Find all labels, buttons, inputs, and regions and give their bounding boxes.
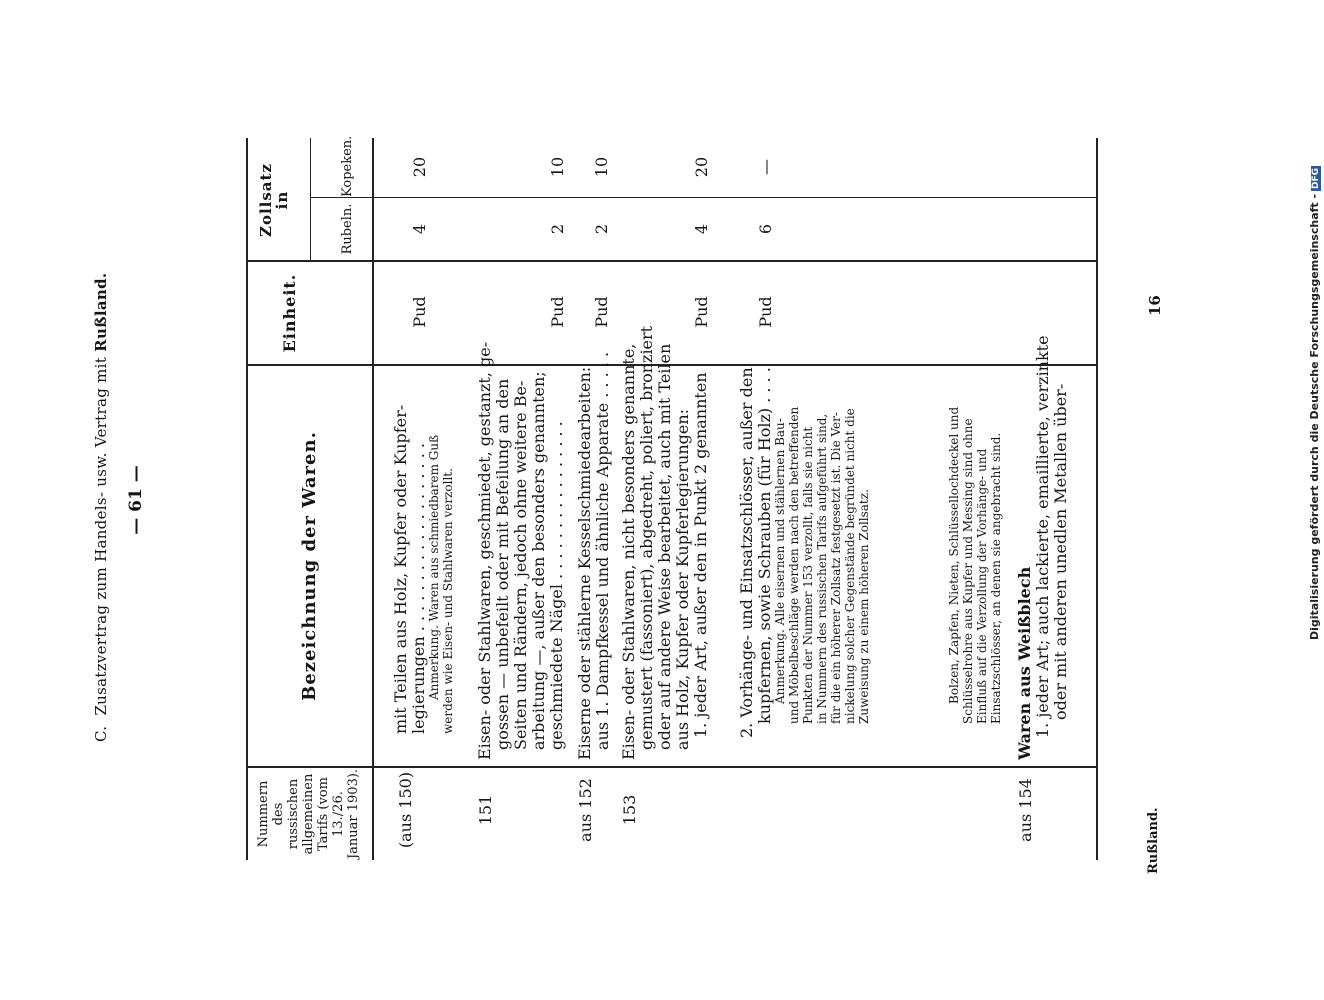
- row-note: werden wie Eisen- und Stahlwaren verzollt.: [441, 468, 455, 734]
- row-rubeln: 4: [692, 223, 711, 235]
- row-text: 2. Vorhänge- und Einsatzschlösser, außer den: [737, 367, 756, 738]
- row-number: aus 154: [1016, 778, 1035, 842]
- row-text: Eisen- oder Stahlwaren, nicht besonders genannte,: [619, 343, 638, 760]
- row-rubeln: 2: [592, 223, 611, 235]
- row-number: (aus 150): [396, 771, 415, 849]
- row-unit: Pud: [548, 296, 567, 328]
- row-note: Einfluß auf die Verzollung der Vorhänge- und: [975, 448, 989, 724]
- row-text: Eisen- oder Stahlwaren, geschmiedet, gestanzt, ge-: [475, 341, 494, 760]
- col-header-zollsatz: Zollsatz in: [257, 163, 291, 237]
- row-text: arbeitung —, außer den besonders genannten;: [529, 371, 548, 750]
- col-header-rubeln: Rubeln.: [340, 203, 355, 255]
- row-rubeln: 6: [756, 223, 775, 235]
- row-note: Schlüsselrohre aus Kupfer und Messing sind ohne: [961, 418, 975, 724]
- row-kopeken: 20: [692, 156, 711, 178]
- row-rubeln: 4: [410, 223, 429, 235]
- row-text: aus Holz, Kupfer oder Kupferlegierungen:: [673, 408, 692, 750]
- col-header-bezeichnung: Bezeichnung der Waren.: [299, 431, 320, 701]
- zollsatz-subrule: [310, 138, 311, 260]
- digitization-text: Digitalisierung gefördert durch die Deutsche Forschungsgemeinschaft -: [1308, 193, 1321, 640]
- row-text: Eiserne oder stählerne Kesselschmiedearbeiten:: [575, 366, 594, 760]
- row-note: nickelung solcher Gegenstände begründet nicht die: [843, 408, 857, 724]
- row-note: in Nummern des russischen Tarifs aufgeführt sind,: [815, 413, 829, 724]
- row-unit: Pud: [692, 296, 711, 328]
- row-note: Bolzen, Zapfen, Nieten, Schlüssellochdeckel und: [947, 406, 961, 704]
- row-unit: Pud: [592, 296, 611, 328]
- row-text: mit Teilen aus Holz, Kupfer oder Kupfer-: [391, 404, 410, 734]
- row-note: Punkten der Nummer 153 verzollt, falls sie nicht: [801, 426, 815, 724]
- page-number: — 61 —: [126, 465, 146, 535]
- row-note: Anmerkung. Waren aus schmiedbarem Guß: [427, 434, 441, 700]
- row-note: Zuweisung zu einem höheren Zollsatz.: [857, 489, 871, 724]
- header-prefix: C.: [92, 725, 110, 742]
- row-unit: Pud: [756, 296, 775, 328]
- row-text: legierungen . . . . . . . . . . . . . . . . . . .: [409, 443, 428, 734]
- row-text: kupfernen, sowie Schrauben (für Holz) . . . .: [755, 367, 774, 724]
- row-kopeken: 10: [592, 156, 611, 178]
- table-top-rule: [246, 138, 248, 860]
- row-unit: Pud: [410, 296, 429, 328]
- dfg-logo: DFG: [1311, 167, 1321, 189]
- row-text: gemustert (fassoniert), abgedreht, poliert, bronziert: [637, 325, 656, 750]
- row-number: aus 152: [576, 778, 595, 842]
- row-note: und Möbelbeschläge werden nach den betreffenden: [787, 406, 801, 724]
- row-note: für die ein höherer Zollsatz festgesetzt ist. Die Ver-: [829, 412, 843, 724]
- row-text: Seiten und Rändern, jedoch ohne weitere Be-: [511, 380, 530, 750]
- header-country: Rußland.: [92, 272, 110, 352]
- row-text: gossen — unbefeilt oder mit Befeilung an den: [493, 378, 512, 750]
- row-text: geschmiedete Nägel . . . . . . . . . . . . . . . .: [547, 421, 566, 750]
- row-kopeken: 20: [410, 156, 429, 178]
- col-header-nummern: Nummern des russischen allgemeinen Tarifs (vom 13./26. Januar 1903).: [256, 768, 361, 860]
- footer-country: Rußland.: [1146, 807, 1161, 874]
- row-text: 1. jeder Art, außer den in Punkt 2 genannten: [691, 372, 710, 738]
- row-rubeln: 2: [548, 223, 567, 235]
- row-note: Einsatzschlösser, an denen sie angebracht sind.: [989, 432, 1003, 724]
- row-kopeken: 10: [548, 156, 567, 178]
- row-kopeken: —: [756, 159, 775, 175]
- row-number: 153: [620, 794, 639, 826]
- sheet-number: 16: [1146, 295, 1164, 316]
- col-divider-1: [246, 766, 1096, 768]
- table-head-rule: [372, 138, 374, 860]
- row-text: Waren aus Weißblech: [1015, 566, 1034, 760]
- row-text: aus 1. Dampfkessel und ähnliche Apparate . . . . .: [593, 351, 612, 750]
- col-header-einheit: Einheit.: [280, 273, 299, 353]
- row-text: 1. jeder Art; auch lackierte, emaillierte, verzinkte: [1033, 335, 1052, 738]
- row-text: oder mit anderen unedlen Metallen über-: [1051, 383, 1070, 720]
- header-text: Zusatzvertrag zum Handels- usw. Vertrag mit: [92, 356, 110, 716]
- running-header: [92, 42, 110, 742]
- col-header-kopeken: Kopeken.: [340, 135, 355, 197]
- col-divider-4: [310, 197, 1096, 198]
- row-note: Anmerkung. Alle eisernen und stählernen Bau-: [773, 418, 787, 704]
- table-bottom-rule: [1096, 138, 1098, 860]
- col-divider-3: [246, 260, 1096, 262]
- row-text: oder auf andere Weise bearbeitet, auch mit Teilen: [655, 343, 674, 750]
- row-number: 151: [476, 794, 495, 826]
